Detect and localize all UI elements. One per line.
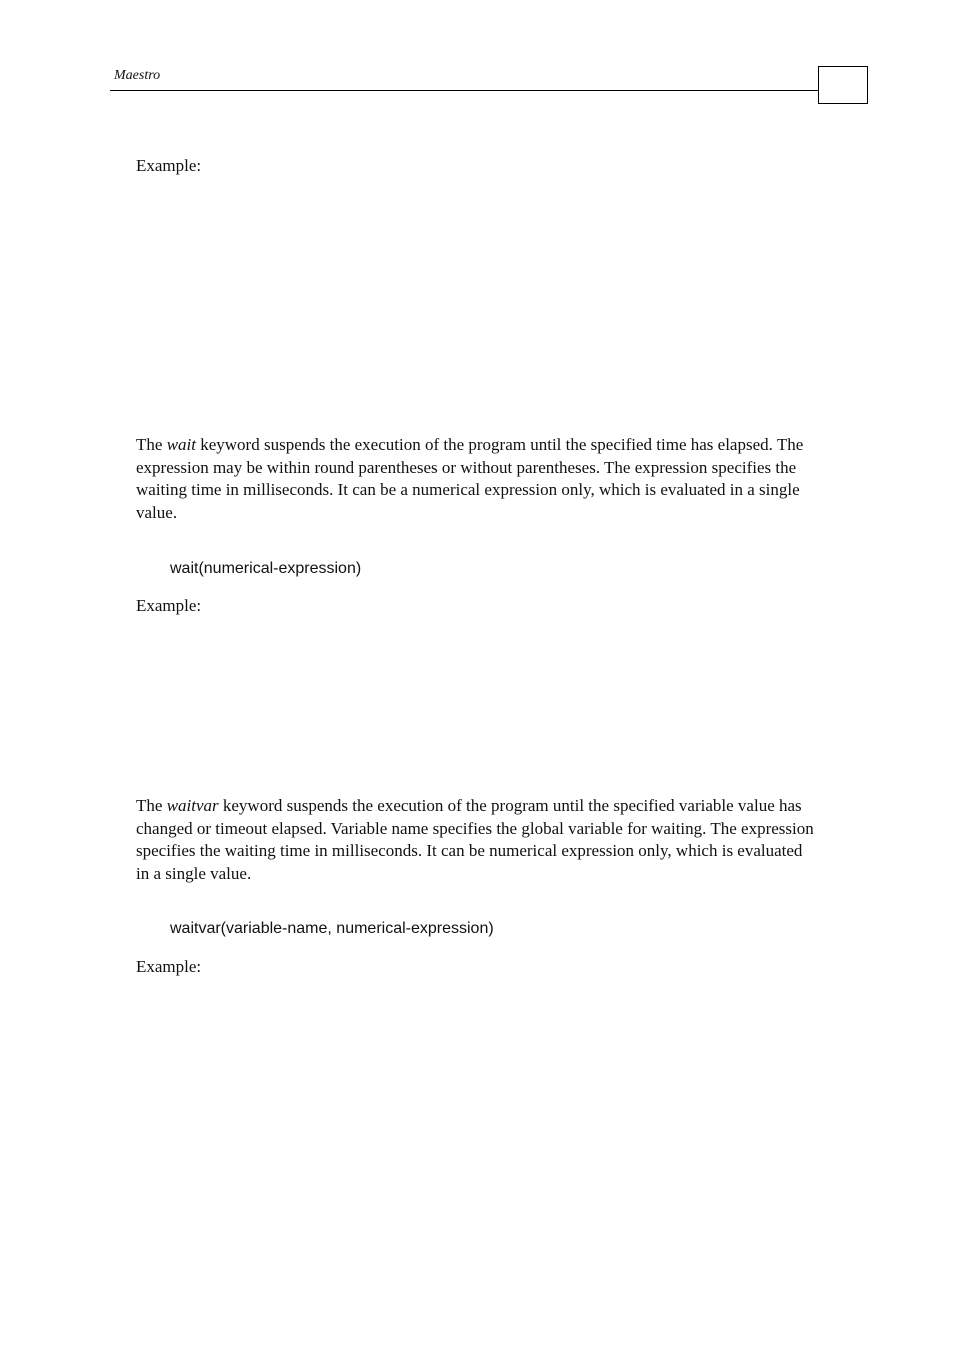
wait-keyword: wait [166, 435, 196, 454]
waitvar-body: keyword suspends the execution of the program until the specified variable value has changed or timeout elapsed. Variable name specifies the global variable for waiting. The expression specifies the waiting time in milliseconds. It can be numerical expression only, which is evaluated in a single value. [136, 796, 814, 883]
waitvar-syntax [170, 920, 494, 938]
wait-intro: The [136, 435, 167, 454]
wait-syntax [170, 560, 361, 578]
example-label-1: Example: [136, 156, 202, 175]
example-label-2: Example: [136, 596, 202, 615]
example-label-3: Example: [136, 957, 202, 976]
waitvar-syntax-keyword: waitvar( [170, 920, 227, 937]
waitvar-keyword: waitvar [166, 796, 219, 815]
waitvar-intro: The [136, 796, 167, 815]
wait-syntax-keyword: wait( [170, 560, 204, 577]
wait-body: keyword suspends the execution of the program until the specified time has elapsed. The expression may be within round parentheses or without parentheses. The expression specifies the waiting time in milliseconds. It can be a numerical expression only, which is evaluated in a single value. [136, 435, 804, 522]
waitvar-syntax-args: variable-name, numerical-expression [226, 920, 489, 937]
wait-syntax-args: numerical-expression [203, 560, 356, 577]
wait-description [136, 434, 816, 524]
waitvar-syntax-close: ) [488, 920, 494, 937]
page-number-box [818, 66, 868, 104]
running-header-title: Maestro [114, 68, 161, 83]
wait-syntax-close: ) [355, 560, 362, 577]
waitvar-description [136, 795, 816, 885]
header-rule [110, 90, 818, 91]
